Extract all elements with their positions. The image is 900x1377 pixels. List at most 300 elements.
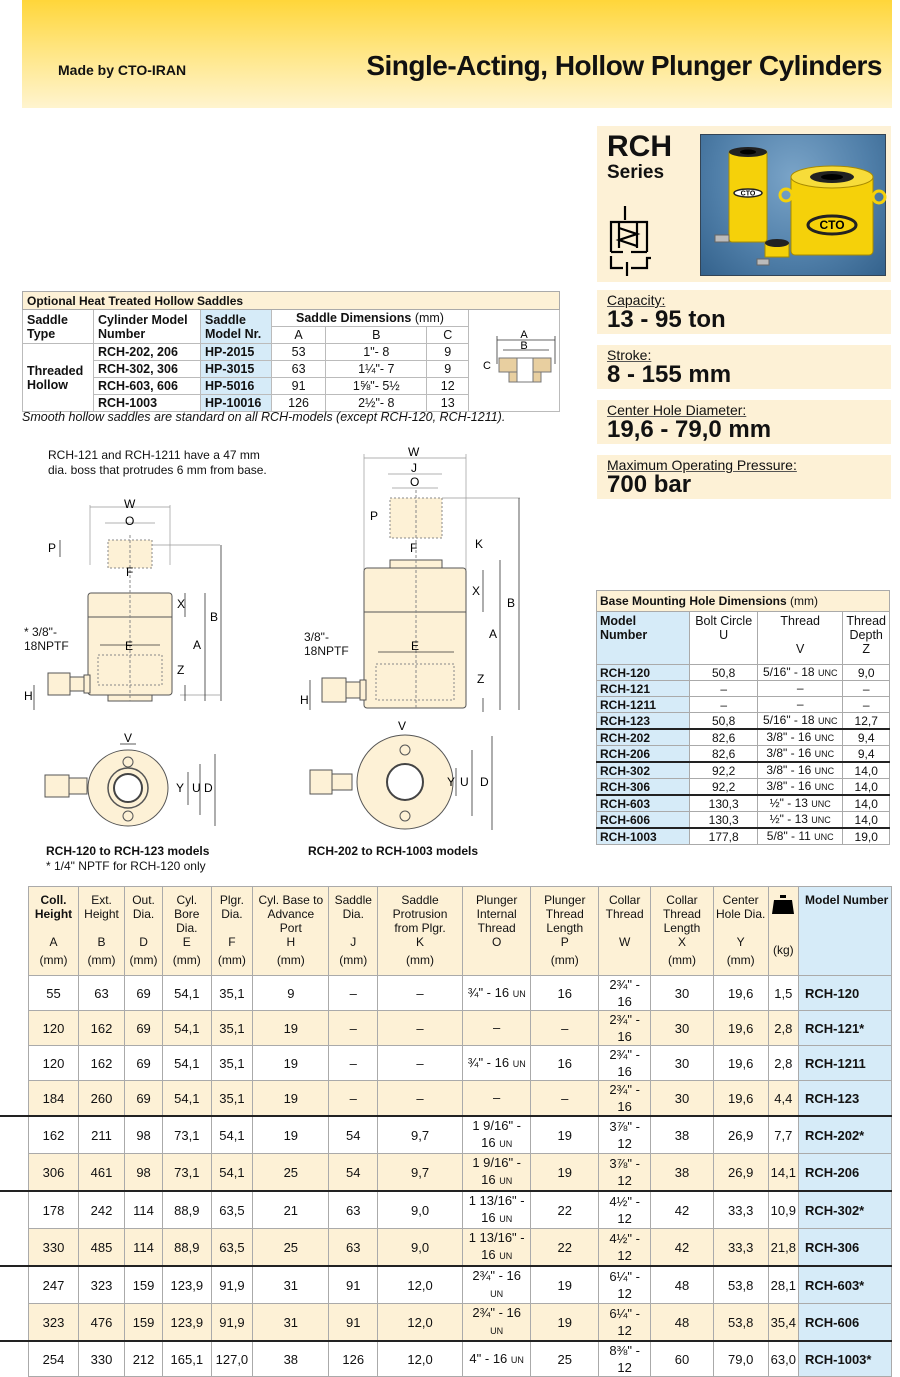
header-unit: (mm) xyxy=(550,953,579,967)
cell: 323 xyxy=(79,1266,125,1304)
header-label: Plgr. Dia. xyxy=(219,893,244,921)
cell: – xyxy=(378,976,463,1011)
cell: 30 xyxy=(651,1011,714,1046)
header-symbol: H xyxy=(286,935,296,949)
spec-value: 19,6 - 79,0 mm xyxy=(607,416,772,443)
model-number: RCH-1211 xyxy=(799,1046,892,1081)
thread-depth: 12,7 xyxy=(843,713,890,730)
header-cylinder-model: Cylinder Model Number xyxy=(94,310,201,344)
table-row xyxy=(0,1011,892,1046)
thread xyxy=(758,713,843,730)
bolt-circle: 177,8 xyxy=(690,828,758,845)
label-v: V xyxy=(124,731,133,745)
thread-value: 3/8" - 16 xyxy=(766,763,812,777)
cell: 159 xyxy=(125,1266,163,1304)
thread-depth: 14,0 xyxy=(843,795,890,812)
row-spacer xyxy=(0,1229,29,1267)
row-spacer xyxy=(0,976,29,1011)
column-header xyxy=(253,887,329,976)
cell: 35,1 xyxy=(211,976,253,1011)
cell-unit: UN xyxy=(499,1139,513,1149)
cell: 26,9 xyxy=(713,1116,768,1154)
header-label: Cyl. Bore Dia. xyxy=(174,893,200,935)
dim-a: 126 xyxy=(272,395,326,412)
thread xyxy=(758,828,843,845)
label-o: O xyxy=(410,475,420,489)
header-label: Collar Thread xyxy=(605,893,644,921)
cell: 53,8 xyxy=(713,1266,768,1304)
cell-value: 1 13/16" - 16 xyxy=(468,1193,525,1225)
table-row xyxy=(0,1229,892,1267)
column-header xyxy=(329,887,378,976)
cell: 120 xyxy=(29,1046,79,1081)
thread-unit: UNC xyxy=(814,782,835,792)
cell: 16 xyxy=(531,1046,599,1081)
header-symbol: B xyxy=(97,935,106,949)
model-number: RCH-206 xyxy=(799,1154,892,1192)
bolt-label: Bolt Circle xyxy=(695,614,753,628)
base-table-row xyxy=(597,746,890,763)
dim-c: 9 xyxy=(427,344,469,361)
cell: 2¾" - 16 xyxy=(599,976,651,1011)
base-table-row xyxy=(597,795,890,812)
cell: – xyxy=(329,1081,378,1117)
cell: 485 xyxy=(79,1229,125,1267)
cell-value: 4" - 16 xyxy=(469,1350,508,1366)
cell: 22 xyxy=(531,1191,599,1229)
weight-icon xyxy=(771,893,795,915)
header-thread-depth xyxy=(843,612,890,665)
caption-small-models-note: * 1/4" NPTF for RCH-120 only xyxy=(46,859,206,873)
cell: 330 xyxy=(29,1229,79,1267)
cell: 178 xyxy=(29,1191,79,1229)
cell: – xyxy=(531,1081,599,1117)
dim-a: 63 xyxy=(272,361,326,378)
label-e: E xyxy=(125,639,134,653)
thread-depth: 14,0 xyxy=(843,812,890,829)
cell xyxy=(462,1266,531,1304)
cell: 35,1 xyxy=(211,1011,253,1046)
table-row xyxy=(0,1081,892,1117)
thread-depth: 14,0 xyxy=(843,762,890,779)
row-spacer xyxy=(0,1191,29,1229)
cell: 7,7 xyxy=(768,1116,798,1154)
model-number: RCH-120 xyxy=(597,665,690,681)
cell-value: – xyxy=(493,1019,501,1035)
cell: 35,1 xyxy=(211,1046,253,1081)
cell: 3⅞" - 12 xyxy=(599,1116,651,1154)
row-spacer xyxy=(0,1081,29,1117)
thread-label: Thread xyxy=(780,614,821,628)
series-code: RCH xyxy=(607,130,672,163)
thread xyxy=(758,665,843,681)
header-symbol: D xyxy=(139,935,148,949)
column-header xyxy=(599,887,651,976)
cell: 98 xyxy=(125,1116,163,1154)
cell: 2¾" - 16 xyxy=(599,1046,651,1081)
cell: 21 xyxy=(253,1191,329,1229)
thread-value: 3/8" - 16 xyxy=(766,779,812,793)
header-symbol: X xyxy=(677,935,686,949)
thread-sym: V xyxy=(796,642,805,656)
cell: 30 xyxy=(651,1046,714,1081)
cell: – xyxy=(531,1011,599,1046)
header-saddle-type: Saddle Type xyxy=(23,310,94,344)
base-table-row xyxy=(597,828,890,845)
cell-value: 1 13/16" - 16 xyxy=(468,1230,525,1262)
column-header xyxy=(29,887,79,976)
model-number: RCH-123 xyxy=(597,713,690,730)
cell: 476 xyxy=(79,1304,125,1342)
saddle-diagram xyxy=(469,324,559,394)
cylinder-specs-table xyxy=(0,886,892,1377)
column-header xyxy=(531,887,599,976)
cell-unit: UN xyxy=(512,1058,526,1069)
header-saddle-model: Saddle Model Nr. xyxy=(201,310,272,344)
cell: 159 xyxy=(125,1304,163,1342)
cell: 184 xyxy=(29,1081,79,1117)
cell: 42 xyxy=(651,1229,714,1267)
dims-label: Saddle Dimensions xyxy=(296,311,412,325)
cell: 38 xyxy=(253,1341,329,1377)
cell: 9,0 xyxy=(378,1191,463,1229)
row-spacer xyxy=(0,1154,29,1192)
base-title-text: Base Mounting Hole Dimensions xyxy=(600,594,787,608)
cell: 9,7 xyxy=(378,1116,463,1154)
cell xyxy=(462,1116,531,1154)
label-w: W xyxy=(124,497,136,511)
spec-value: 13 - 95 ton xyxy=(607,306,726,333)
header-symbol: Y xyxy=(736,935,745,949)
label-b: B xyxy=(507,596,516,610)
cell: 30 xyxy=(651,1081,714,1117)
table-row xyxy=(0,1046,892,1081)
header-symbol: J xyxy=(350,935,357,949)
saddle-diagram-cell xyxy=(469,310,560,412)
cell-unit: UN xyxy=(499,1251,513,1261)
table-row xyxy=(0,1304,892,1342)
cell: 19 xyxy=(253,1081,329,1117)
base-table-row xyxy=(597,697,890,713)
cell: 19,6 xyxy=(713,976,768,1011)
cell xyxy=(462,1229,531,1267)
header-unit: (mm) xyxy=(129,953,158,967)
label-u: U xyxy=(460,775,469,789)
cell: 54,1 xyxy=(163,1046,211,1081)
header-label: Saddle Dia. xyxy=(334,893,372,921)
row-spacer xyxy=(0,1011,29,1046)
label-x: X xyxy=(472,584,481,598)
header-label: Cyl. Base to Advance Port xyxy=(258,893,324,935)
header-label: Out. Dia. xyxy=(132,893,155,921)
model-number: RCH-306 xyxy=(597,779,690,796)
base-table-row xyxy=(597,779,890,796)
thread-depth: 14,0 xyxy=(843,779,890,796)
model-number: RCH-603* xyxy=(799,1266,892,1304)
label-x: X xyxy=(177,597,186,611)
cell: 4½" - 12 xyxy=(599,1191,651,1229)
cell: – xyxy=(378,1081,463,1117)
cell: 461 xyxy=(79,1154,125,1192)
column-header xyxy=(125,887,163,976)
thread xyxy=(758,697,843,713)
cell: 2¾" - 16 xyxy=(599,1011,651,1046)
dim-label-c: C xyxy=(483,360,491,372)
header-dim-c: C xyxy=(427,327,469,344)
bolt-circle: – xyxy=(690,697,758,713)
cell: 54,1 xyxy=(163,1081,211,1117)
bolt-circle: 50,8 xyxy=(690,713,758,730)
cell: 31 xyxy=(253,1304,329,1342)
cell: 63 xyxy=(329,1229,378,1267)
thread-value: – xyxy=(796,681,804,695)
cell: 114 xyxy=(125,1229,163,1267)
dim-a: 91 xyxy=(272,378,326,395)
cell-unit: UN xyxy=(499,1176,513,1186)
stroke-spec xyxy=(597,345,891,389)
base-view-large xyxy=(300,719,520,840)
thread xyxy=(758,729,843,746)
boss-note: RCH-121 and RCH-1211 have a 47 mm dia. boss that protrudes 6 mm from base. xyxy=(48,448,267,477)
saddle-model: HP-10016 xyxy=(201,395,272,412)
cylinder-model: RCH-1003 xyxy=(94,395,201,412)
saddle-model: HP-2015 xyxy=(201,344,272,361)
header-label: Saddle Protrusion from Plgr. xyxy=(392,893,448,935)
cell: 98 xyxy=(125,1154,163,1192)
header-saddle-dimensions xyxy=(272,310,469,327)
dim-label-a: A xyxy=(520,329,528,341)
bolt-circle: 82,6 xyxy=(690,746,758,763)
cell: 91 xyxy=(329,1266,378,1304)
cell: 54,1 xyxy=(163,1011,211,1046)
saddle-table-section xyxy=(22,291,560,412)
series-word: Series xyxy=(607,162,665,183)
thread-value: 5/16" - 18 xyxy=(762,665,815,679)
base-table-row xyxy=(597,729,890,746)
bolt-circle: 130,3 xyxy=(690,795,758,812)
table-row xyxy=(0,1266,892,1304)
label-a: A xyxy=(193,638,202,652)
cell: 19 xyxy=(531,1304,599,1342)
header-unit: (kg) xyxy=(772,943,794,957)
model-number: RCH-302 xyxy=(597,762,690,779)
cell: 19 xyxy=(531,1154,599,1192)
column-header xyxy=(651,887,714,976)
cell: 48 xyxy=(651,1266,714,1304)
header-label: Ext. Height xyxy=(84,893,119,921)
thread-value: ½" - 13 xyxy=(769,812,808,826)
cell: – xyxy=(378,1046,463,1081)
cell: 21,8 xyxy=(768,1229,798,1267)
thread-value: 5/8" - 11 xyxy=(766,829,811,843)
cell: 162 xyxy=(29,1116,79,1154)
bolt-circle: 50,8 xyxy=(690,665,758,681)
row-spacer xyxy=(0,1304,29,1342)
cell: 31 xyxy=(253,1266,329,1304)
base-view-small xyxy=(40,730,220,840)
cell-value: – xyxy=(493,1089,501,1105)
spec-label: Center Hole Diameter: xyxy=(607,402,747,418)
cell: 42 xyxy=(651,1191,714,1229)
thread-value: 3/8" - 16 xyxy=(766,746,812,760)
thread-depth: 9,4 xyxy=(843,729,890,746)
cell: 123,9 xyxy=(163,1266,211,1304)
cell: 69 xyxy=(125,1081,163,1117)
thread xyxy=(758,795,843,812)
cell: – xyxy=(329,1046,378,1081)
capacity-spec xyxy=(597,290,891,334)
model-number: RCH-306 xyxy=(799,1229,892,1267)
cell: 126 xyxy=(329,1341,378,1377)
cell: 19 xyxy=(531,1116,599,1154)
label-z: Z xyxy=(177,663,185,677)
header-unit: (mm) xyxy=(276,953,305,967)
bolt-sym: U xyxy=(719,628,729,642)
cell: 12,0 xyxy=(378,1304,463,1342)
column-header xyxy=(79,887,125,976)
label-o: O xyxy=(125,514,135,528)
cell: 54,1 xyxy=(211,1116,253,1154)
cell: 2¾" - 16 xyxy=(599,1081,651,1117)
thread-value: – xyxy=(796,697,804,711)
cell: 54 xyxy=(329,1116,378,1154)
cell xyxy=(462,1304,531,1342)
cell xyxy=(462,1341,531,1377)
cell: 123,9 xyxy=(163,1304,211,1342)
label-e: E xyxy=(411,639,420,653)
cell: 19,6 xyxy=(713,1011,768,1046)
thread xyxy=(758,779,843,796)
column-header xyxy=(768,887,798,976)
cell: 38 xyxy=(651,1154,714,1192)
cell: 28,1 xyxy=(768,1266,798,1304)
header-label: Center Hole Dia. xyxy=(716,893,766,921)
cell: 63 xyxy=(79,976,125,1011)
cell: 247 xyxy=(29,1266,79,1304)
header-symbol: K xyxy=(416,935,425,949)
base-table-row xyxy=(597,762,890,779)
cell: 162 xyxy=(79,1046,125,1081)
cell xyxy=(462,976,531,1011)
label-d: D xyxy=(204,781,213,795)
column-header xyxy=(163,887,211,976)
base-table-row xyxy=(597,812,890,829)
cell: 9,0 xyxy=(378,1229,463,1267)
dim-b: 1⅝"- 5½ xyxy=(326,378,427,395)
cell: 73,1 xyxy=(163,1154,211,1192)
spec-value: 8 - 155 mm xyxy=(607,361,732,388)
cell: – xyxy=(329,976,378,1011)
label-f: F xyxy=(126,565,134,579)
made-by-label: Made by CTO-IRAN xyxy=(58,62,187,78)
cell: 88,9 xyxy=(163,1191,211,1229)
cell: 127,0 xyxy=(211,1341,253,1377)
series-panel xyxy=(597,126,891,282)
depth-sym: Z xyxy=(862,642,871,656)
header-dim-b: B xyxy=(326,327,427,344)
cell: 8⅜" - 12 xyxy=(599,1341,651,1377)
cell: 120 xyxy=(29,1011,79,1046)
column-header xyxy=(378,887,463,976)
bolt-circle: 82,6 xyxy=(690,729,758,746)
cell: 260 xyxy=(79,1081,125,1117)
thread xyxy=(758,681,843,697)
cell: 10,9 xyxy=(768,1191,798,1229)
cell-unit: UN xyxy=(499,1214,513,1224)
cell: 16 xyxy=(531,976,599,1011)
header-unit: (mm) xyxy=(87,953,116,967)
cell xyxy=(462,1191,531,1229)
thread-depth: – xyxy=(843,681,890,697)
row-spacer xyxy=(0,887,29,976)
cell: 12,0 xyxy=(378,1266,463,1304)
header-banner xyxy=(22,0,892,108)
header-symbol: P xyxy=(560,935,569,949)
caption-large-models: RCH-202 to RCH-1003 models xyxy=(308,844,479,858)
base-table-row xyxy=(597,681,890,697)
cell: 19 xyxy=(253,1046,329,1081)
thread-unit: UNC xyxy=(814,749,835,759)
center-hole-spec xyxy=(597,400,891,444)
table-row xyxy=(0,1341,892,1377)
header-symbol: E xyxy=(182,935,191,949)
column-header xyxy=(799,887,892,976)
thread-unit: UNC xyxy=(811,815,831,825)
dim-a: 53 xyxy=(272,344,326,361)
dim-label-b: B xyxy=(520,340,528,352)
cell: 25 xyxy=(253,1154,329,1192)
row-spacer xyxy=(0,1116,29,1154)
model-number: RCH-603 xyxy=(597,795,690,812)
model-number: RCH-121 xyxy=(597,681,690,697)
bolt-circle: 92,2 xyxy=(690,779,758,796)
cell: 33,3 xyxy=(713,1191,768,1229)
cell: 212 xyxy=(125,1341,163,1377)
cell-value: 1 9/16" - 16 xyxy=(472,1155,522,1187)
header-bolt-circle xyxy=(690,612,758,665)
cell-value: 2¾" - 16 xyxy=(472,1268,522,1283)
cell: 3⅞" - 12 xyxy=(599,1154,651,1192)
bolt-circle: 130,3 xyxy=(690,812,758,829)
saddle-table xyxy=(22,291,560,412)
header-label: Plunger Internal Thread xyxy=(475,893,518,935)
header-unit: (mm) xyxy=(726,953,755,967)
cylinder-model: RCH-202, 206 xyxy=(94,344,201,361)
header-unit: (mm) xyxy=(217,953,246,967)
port-label-right: 3/8"- 18NPTF xyxy=(304,630,349,658)
cell: 69 xyxy=(125,1011,163,1046)
header-dim-a: A xyxy=(272,327,326,344)
cylinder-model: RCH-603, 606 xyxy=(94,378,201,395)
thread-depth: 19,0 xyxy=(843,828,890,845)
model-number: RCH-202* xyxy=(799,1116,892,1154)
cell: 54,1 xyxy=(163,976,211,1011)
cell: 19 xyxy=(253,1116,329,1154)
header-symbol: F xyxy=(228,935,236,949)
saddle-model: HP-3015 xyxy=(201,361,272,378)
label-v: V xyxy=(398,719,407,733)
thread-value: 5/16" - 18 xyxy=(762,713,815,727)
dim-c: 13 xyxy=(427,395,469,412)
cylinder-side-view-small xyxy=(20,495,270,755)
header-unit: (mm) xyxy=(406,953,435,967)
cell: 14,1 xyxy=(768,1154,798,1192)
cell: 25 xyxy=(531,1341,599,1377)
cell: 26,9 xyxy=(713,1154,768,1192)
cell: 63 xyxy=(329,1191,378,1229)
cell: 69 xyxy=(125,976,163,1011)
cell: 25 xyxy=(253,1229,329,1267)
